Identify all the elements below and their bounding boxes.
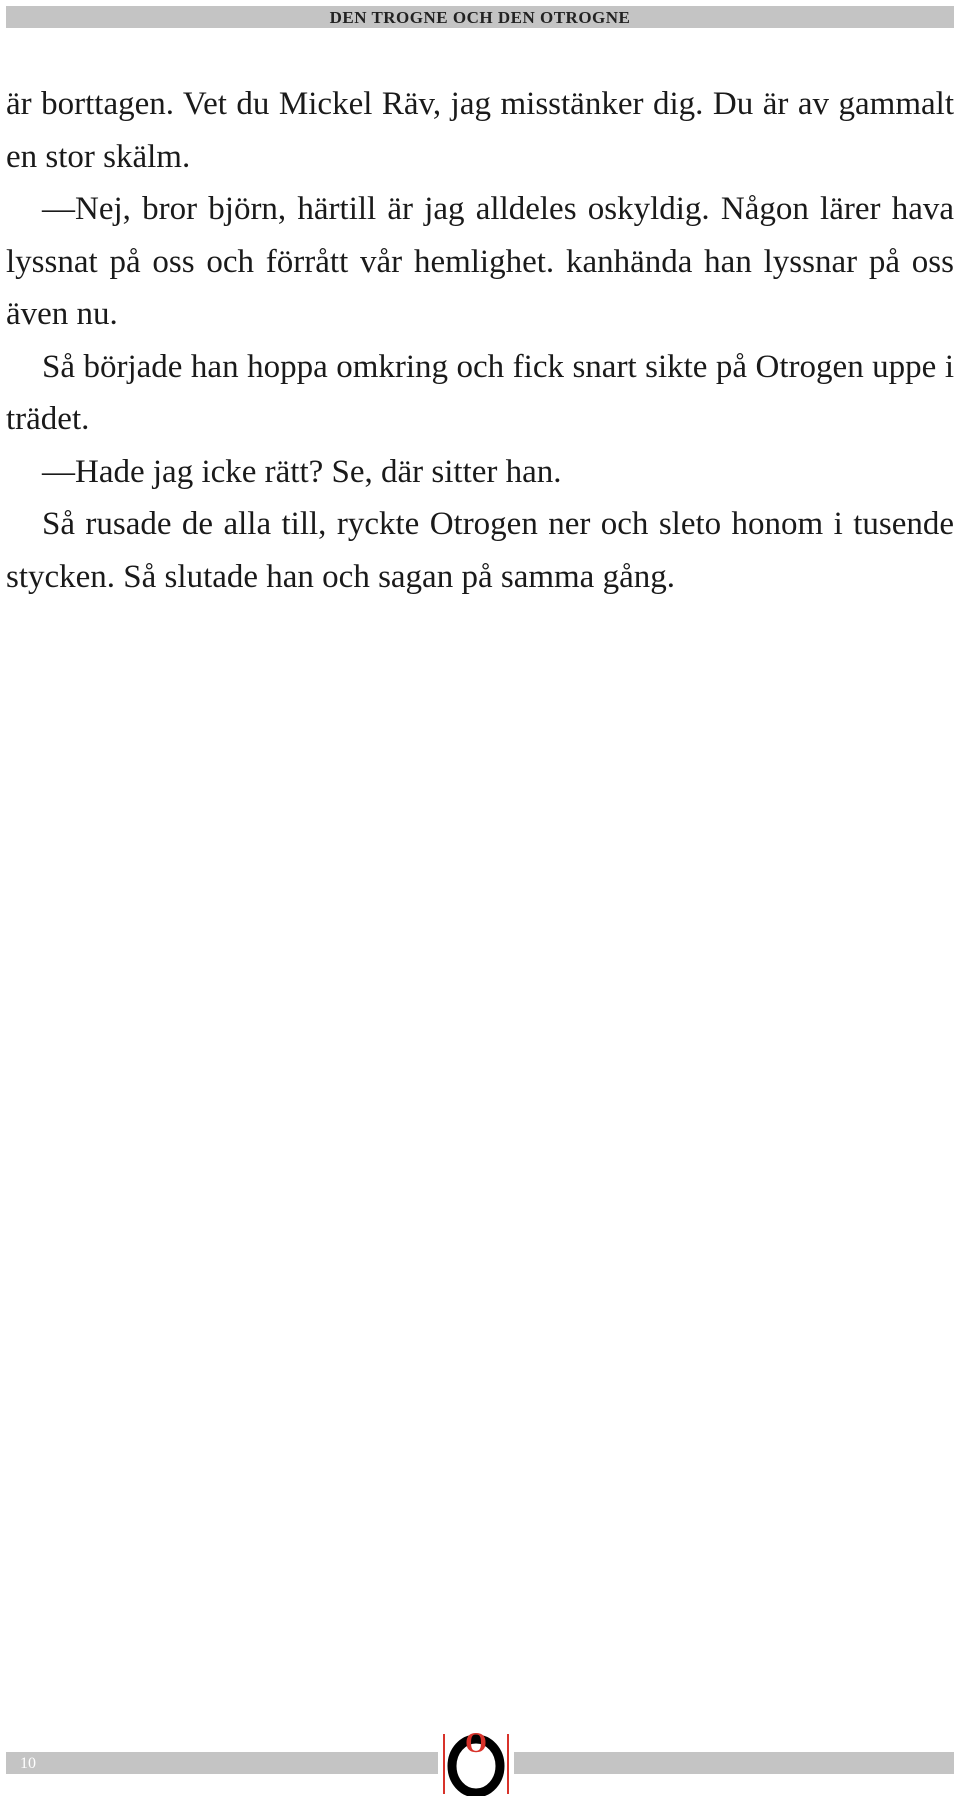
paragraph: Så började han hoppa omkring och fick snart sikte på Otrogen uppe i trädet. xyxy=(6,348,954,437)
publisher-logo-icon xyxy=(440,1732,512,1796)
footer-bar-right xyxy=(514,1752,954,1774)
running-header: DEN TROGNE OCH DEN OTROGNE xyxy=(6,6,954,28)
paragraph: —Hade jag icke rätt? Se, där sitter han. xyxy=(42,453,562,490)
paragraph: —Nej, bror björn, härtill är jag alldeles oskyldig. Någon lärer hava lyssnat på oss och förrått vår hemlighet. kanhända han lyssnar på oss även nu. xyxy=(6,191,954,332)
footer-bar-left xyxy=(6,1752,438,1774)
paragraph: Så rusade de alla till, ryckte Otrogen ner och sleto honom i tusende stycken. Så slutade han och sagan på samma gång. xyxy=(6,506,954,595)
paragraph: är borttagen. Vet du Mickel Räv, jag misstänker dig. Du är av gammalt en stor skälm. xyxy=(6,86,954,175)
page-body xyxy=(6,78,954,603)
logo-letter: O xyxy=(465,1732,487,1759)
page-number: 10 xyxy=(20,1755,36,1772)
